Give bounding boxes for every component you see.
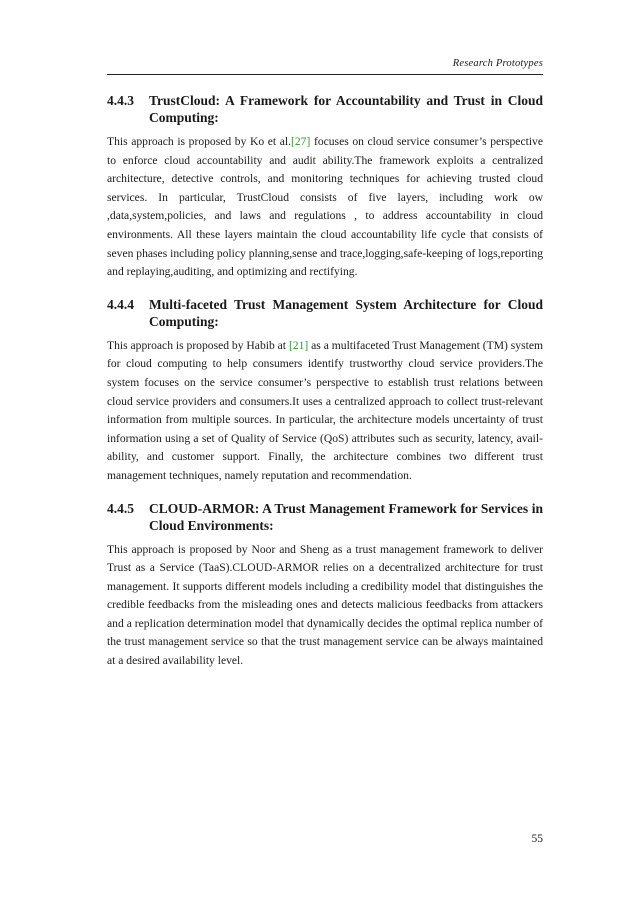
section-heading	[107, 500, 543, 534]
section-number: 4.4.4	[107, 296, 134, 312]
section-title: Multi-faceted Trust Management System Architecture for Cloud Computing:	[149, 296, 543, 329]
section-number: 4.4.3	[107, 93, 134, 108]
header-rule	[107, 74, 543, 75]
section-body	[107, 133, 543, 282]
section-4-4-5	[107, 500, 543, 671]
body-text: This approach is proposed by Noor and Sheng as a trust management framework to deliver Trust as a Service (TaaS).CLOUD-ARMOR relies on a decentralized architecture for trust management. It supports different models including a credibility model that distinguishes the credible feedbacks from the misleading ones and detects malicious feedbacks from attackers and a replication determination model that dynamically decides the optimal replica number of the trust management service so that the trust management service can be always maintained at a desired availability level.	[107, 542, 543, 668]
running-header: Research Prototypes	[452, 58, 543, 69]
section-title: TrustCloud: A Framework for Accountability and Trust in Cloud Computing:	[149, 93, 543, 125]
section-4-4-3	[107, 92, 543, 282]
body-text: This approach is proposed by Ko et al.	[107, 135, 292, 148]
citation-link[interactable]: [21]	[288, 338, 309, 352]
section-number: 4.4.5	[107, 500, 134, 516]
page-number: 55	[531, 833, 543, 845]
citation-link[interactable]: [27]	[291, 135, 311, 148]
section-title: CLOUD-ARMOR: A Trust Management Framework for Services in Cloud Environments:	[149, 500, 543, 533]
body-text: as a multifaceted Trust Management (TM) system for cloud computing to help consumers identify trustworthy cloud service providers.The system focuses on the service consumer’s perspective to establish trust relations between cloud service providers and consumers.It uses a centralized approach to collect trust-relevant information from multiple sources. In particular, the architecture models uncertainty of trust information using a set of Quality of Service (QoS) attributes such as security, latency, avail- ability, and customer support. Finally, the architecture combines two different trust management techniques, namely reputation and recommendation.	[107, 338, 544, 482]
section-heading	[107, 92, 543, 126]
section-body	[107, 541, 543, 671]
section-4-4-4	[107, 296, 543, 486]
page-content	[107, 92, 543, 685]
body-text: This approach is proposed by Habib at	[107, 338, 289, 352]
section-heading	[107, 296, 543, 330]
section-body	[107, 337, 543, 486]
body-text: focuses on cloud service consumer’s perspective to enforce cloud accountability and audit ability.The framework exploits a centralized architecture, detective controls, and monitoring techniques for achieving trusted cloud services. In particular, TrustCloud consists of five layers, including work ow ,data,system,policies, and laws and regulations , to address accountability in cloud environments. All these layers maintain the cloud accountability life cycle that consists of seven phases including policy planning,sense and trace,logging,safe-keeping of logs,reporting and replaying,auditing, and optimizing and rectifying.	[107, 135, 543, 279]
